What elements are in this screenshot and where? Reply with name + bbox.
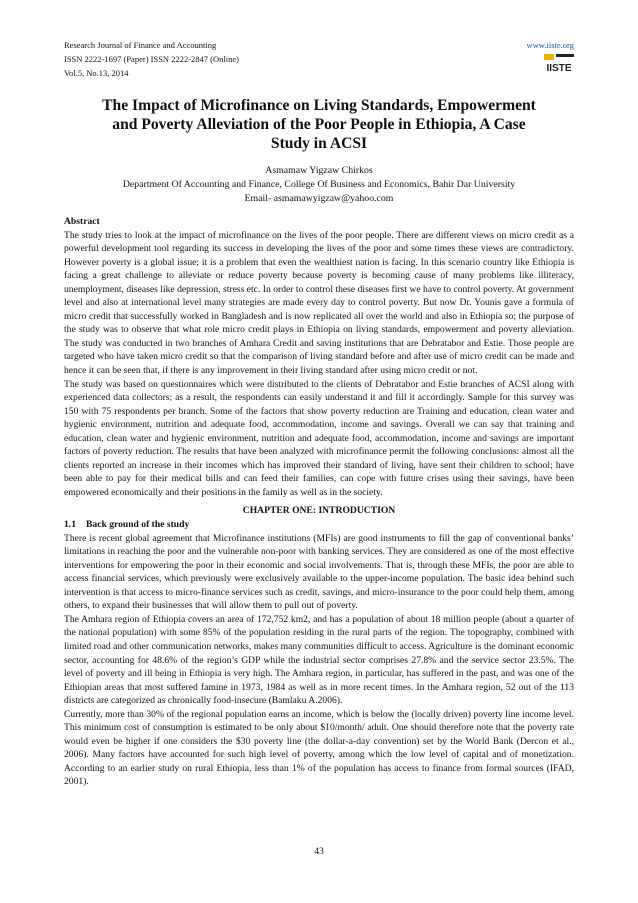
paper-title	[64, 96, 574, 153]
page-number: 43	[314, 846, 324, 857]
abstract-heading: Abstract	[64, 216, 100, 227]
section-title: Back ground of the study	[86, 519, 190, 531]
title-line: The Impact of Microfinance on Living Standards, Empowerment	[102, 97, 536, 114]
author-block	[64, 164, 574, 207]
paper-body	[64, 215, 574, 789]
author-name: Asmamaw Yigzaw Chirkos	[265, 165, 373, 176]
section-heading	[64, 518, 574, 532]
author-affiliation: Department Of Accounting and Finance, College Of Business and Economics, Bahir Dar University	[122, 179, 516, 191]
journal-name: Research Journal of Finance and Accounting	[64, 40, 217, 50]
section-number: 1.1	[64, 519, 76, 531]
title-line: Study in ACSI	[270, 135, 368, 152]
abstract-paragraph: The study tries to look at the impact of microfinance on the lives of the poor people. There are different views on micro credit as a powerful development tool regarding its success in developing the lives of the poor and some times these views are contradictory. However poverty is a global issue; it is a problem that even the wealthiest nation is facing. In this scenario country like Ethiopia is facing a great challenge to alleviate or reduce poverty because poverty is becoming cause of many problems like illiteracy, unemployment, diseases like depression, stress etc. In order to control these diseases first we have to control poverty. At government level and also at international level many strategies are made every day to control poverty. But now Dr. Younis gave a formula of micro credit that successfully worked in Bangladesh and is now replicated all over the world and also in Ethiopia so; the purpose of the study was to observe that what role micro credit plays in Ethiopia on living standards, empowerment and poverty alleviation. The study was conducted in two branches of Amhara Credit and saving institutions that are Debratabor and Estie. Those people are targeted who have taken micro credit so that the comparison of living standard before and after use of micro credit can be made and hence it can be seen that, if there is any improvement in their living standard after using micro credit or not.	[64, 229, 574, 377]
title-line: and Poverty Alleviation of the Poor People in Ethiopia, A Case	[112, 116, 526, 133]
chapter-heading: CHAPTER ONE: INTRODUCTION	[242, 505, 396, 517]
body-paragraph: Currently, more than 30% of the regional population earns an income, which is below the (locally driven) poverty line income level. This minimum cost of consumption is estimated to be only about $10/month/ adult. One should therefore note that the poverty rate would even be higher if one considers the $30 poverty line (the dollar-a-day convention) set by the World Bank (Dercon et al., 2006). Many factors have accounted for such high level of poverty, among which the low level of capital and of monetization. According to an earlier study on rural Ethiopia, less than 1% of the population has access to finance from formal sources (IFAD, 2001).	[64, 708, 574, 788]
body-paragraph: There is recent global agreement that Microfinance institutions (MFIs) are good instruments to fill the gap of conventional banks’ limitations in reaching the poor and the vulnerable non-poor with banking services. They are considered as one of the most effective interventions for empowering the poor in their economic and social involvements. That is, through these MFIs, the poor are able to access financial services, which previously were exclusively available to the upper-income population. The basic idea behind such intervention is that access to micro-finance services such as credit, savings, and micro-insurance to the poor could help them, among others, to expand their businesses that will allow them to pull out of poverty.	[64, 532, 574, 612]
author-email: Email- asmamawyigzaw@yahoo.com	[244, 193, 394, 205]
issn-line: ISSN 2222-1697 (Paper) ISSN 2222-2847 (Online)	[64, 54, 239, 64]
iiste-logo	[542, 52, 576, 76]
running-header	[64, 38, 574, 80]
abstract-paragraph: The study was based on questionnaires which were distributed to the clients of Debratabor and Estie branches of ACSI along with experienced data collectors; as a result, the respondents can easily understand it and fill it accordingly. Sample for this survey was 150 with 75 respondents per branch. Some of the factors that show poverty reduction are Training and education, clean water and hygienic environment, nutrition and adequate food, accommodation, income and savings. Overall we can say that training and education, clean water and hygienic environment, nutrition and adequate food, accommodation, income and savings are important factors of poverty reduction. The results that have been analyzed with microfinance permit the following conclusions: almost all the clients reported an increase in their incomes which has improved their standard of living, have sent their children to school; have been able to pay for their medical bills and can feed their families, can cope with future crises using their savings, have been empowered economically and their positions in the family as well as in the society.	[64, 378, 574, 498]
logo-text: IISTE	[546, 63, 572, 74]
journal-url-link[interactable]: www.iiste.org	[526, 40, 574, 50]
volume-line: Vol.5, No.13, 2014	[64, 68, 129, 78]
body-paragraph: The Amhara region of Ethiopia covers an area of 172,752 km2, and has a population of about 18 million people (about a quarter of the national population) with some 85% of the population residing in the rural parts of the region. The topography, combined with limited road and other communication networks, makes many communities difficult to access. Agriculture is the dominant economic sector, accounting for 48.6% of the region’s GDP while the industrial sector comprises 27.8% and the service sector 23.5%. The level of poverty and ill being in Ethiopia is very high. The Amhara region, in particular, has suffered in the past, and was one of the Ethiopian areas that most suffered famine in 1973, 1984 as well as in more recent times. In the Amhara region, 52 out of the 113 districts are categorized as chronically food-insecure (Bamlaku A.2006).	[64, 613, 574, 707]
